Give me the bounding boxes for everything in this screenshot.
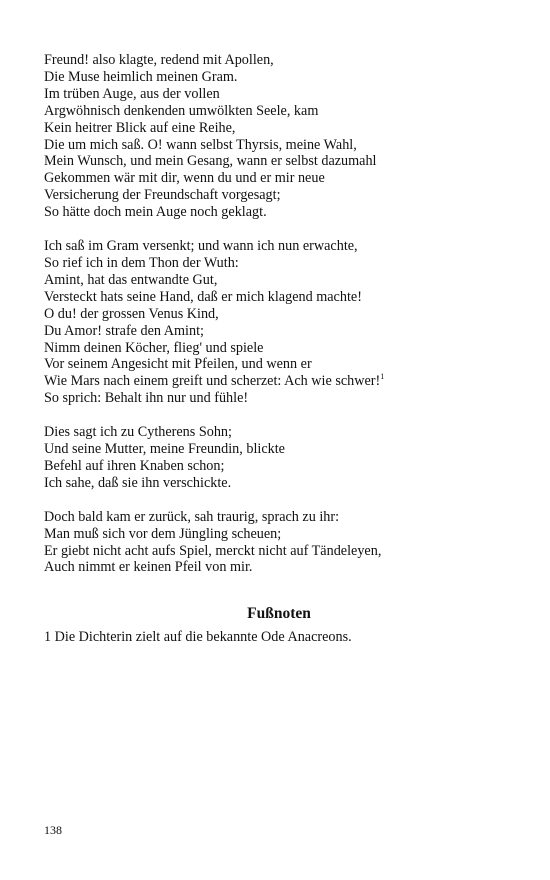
- poem-line: Ich saß im Gram versenkt; und wann ich nun erwachte,: [44, 238, 358, 255]
- stanza-3: [44, 424, 514, 492]
- stanza-4: [44, 509, 514, 577]
- poem-line: Versicherung der Freundschaft vorgesagt;: [44, 187, 281, 204]
- poem-line: So sprich: Behalt ihn nur und fühle!: [44, 390, 249, 407]
- poem-line: Du Amor! strafe den Amint;: [44, 322, 204, 339]
- stanza-1: [44, 52, 514, 221]
- poem-line: Man muß sich vor dem Jüngling scheuen;: [44, 525, 282, 542]
- page-number: 138: [44, 823, 62, 837]
- poem-line-with-footnote: [44, 373, 514, 390]
- poem-line: O du! der grossen Venus Kind,: [44, 305, 219, 322]
- poem-line: Doch bald kam er zurück, sah traurig, sprach zu ihr:: [44, 508, 340, 525]
- footnote-item: 1 Die Dichterin zielt auf die bekannte Ode Anacreons.: [44, 629, 352, 646]
- poem-line: Und seine Mutter, meine Freundin, blickte: [44, 441, 285, 458]
- poem-line: Er giebt nicht acht aufs Spiel, merckt nicht auf Tändeleyen,: [44, 542, 382, 559]
- poem-line: Die Muse heimlich meinen Gram.: [44, 68, 238, 85]
- stanza-2: [44, 238, 514, 407]
- poem-line: Freund! also klagte, redend mit Apollen,: [44, 52, 274, 68]
- poem-line: Befehl auf ihren Knaben schon;: [44, 457, 225, 474]
- poem-line: So rief ich in dem Thon der Wuth:: [44, 254, 239, 271]
- poem-line: Nimm deinen Köcher, flieg' und spiele: [44, 339, 264, 356]
- page-content: [44, 52, 514, 646]
- footnote-marker[interactable]: 1: [380, 372, 385, 382]
- poem-line: Ich sahe, daß sie ihn verschickte.: [44, 474, 232, 491]
- poem-line: Amint, hat das entwandte Gut,: [44, 271, 218, 288]
- poem-line-text: Wie Mars nach einem greift und scherzet: Ach wie schwer!: [44, 373, 381, 390]
- footnotes-heading: Fußnoten: [247, 605, 311, 623]
- poem-line: Versteckt hats seine Hand, daß er mich klagend machte!: [44, 288, 362, 305]
- poem-line: Gekommen wär mit dir, wenn du und er mir neue: [44, 170, 325, 187]
- poem-line: Dies sagt ich zu Cytherens Sohn;: [44, 424, 232, 441]
- poem: [44, 52, 514, 576]
- poem-line: Argwöhnisch denkenden umwölkten Seele, kam: [44, 102, 319, 119]
- poem-line: Die um mich saß. O! wann selbst Thyrsis, meine Wahl,: [44, 136, 357, 153]
- poem-line: Auch nimmt er keinen Pfeil von mir.: [44, 559, 253, 576]
- poem-line: Im trüben Auge, aus der vollen: [44, 85, 220, 102]
- footnotes-section: [44, 605, 514, 646]
- poem-line: So hätte doch mein Auge noch geklagt.: [44, 204, 267, 221]
- poem-line: Kein heitrer Blick auf eine Reihe,: [44, 119, 236, 136]
- poem-line: Vor seinem Angesicht mit Pfeilen, und wenn er: [44, 356, 312, 373]
- poem-line: Mein Wunsch, und mein Gesang, wann er selbst dazumahl: [44, 153, 377, 170]
